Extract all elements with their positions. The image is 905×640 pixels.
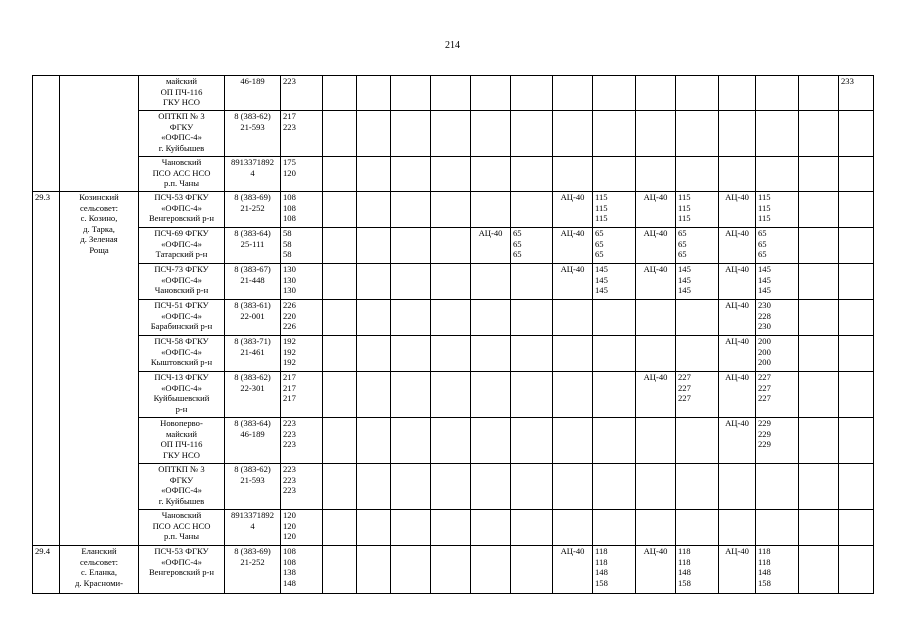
cell-c9 bbox=[636, 300, 676, 336]
cell-times: 130 130 130 bbox=[281, 264, 323, 300]
cell-c12: 227 227 227 bbox=[756, 372, 799, 418]
table-row bbox=[33, 372, 874, 418]
cell-c6 bbox=[511, 336, 553, 372]
cell-c12 bbox=[756, 464, 799, 510]
cell-c6 bbox=[511, 372, 553, 418]
cell-c8: 145 145 145 bbox=[593, 264, 636, 300]
cell-c7 bbox=[553, 464, 593, 510]
cell-c9: АЦ-40 bbox=[636, 264, 676, 300]
cell-c5 bbox=[471, 372, 511, 418]
cell-times: 217 223 bbox=[281, 111, 323, 157]
cell-times: 223 223 223 bbox=[281, 418, 323, 464]
cell-c9: АЦ-40 bbox=[636, 372, 676, 418]
cell-phone: 8 (383-69) 21-252 bbox=[225, 192, 281, 228]
cell-c12: 200 200 200 bbox=[756, 336, 799, 372]
cell-times: 223 bbox=[281, 76, 323, 111]
table-row bbox=[33, 336, 874, 372]
cell-c5: АЦ-40 bbox=[471, 228, 511, 264]
cell-id: 29.4 bbox=[33, 546, 60, 594]
cell-c7: АЦ-40 bbox=[553, 192, 593, 228]
cell-c14: 233 bbox=[839, 76, 874, 111]
cell-c11: АЦ-40 bbox=[719, 192, 756, 228]
cell-c5 bbox=[471, 111, 511, 157]
cell-c3 bbox=[391, 372, 431, 418]
cell-c12 bbox=[756, 510, 799, 546]
cell-c4 bbox=[431, 418, 471, 464]
table-row bbox=[33, 418, 874, 464]
cell-phone: 8 (383-67) 21-448 bbox=[225, 264, 281, 300]
cell-c5 bbox=[471, 336, 511, 372]
cell-c3 bbox=[391, 76, 431, 111]
table-row bbox=[33, 264, 874, 300]
cell-c8 bbox=[593, 464, 636, 510]
table-row bbox=[33, 111, 874, 157]
cell-c4 bbox=[431, 264, 471, 300]
cell-c5 bbox=[471, 192, 511, 228]
cell-c8 bbox=[593, 372, 636, 418]
cell-c12: 118 118 148 158 bbox=[756, 546, 799, 594]
cell-c12: 115 115 115 bbox=[756, 192, 799, 228]
cell-c11: АЦ-40 bbox=[719, 418, 756, 464]
cell-c1 bbox=[323, 157, 357, 192]
cell-c9: АЦ-40 bbox=[636, 192, 676, 228]
cell-c14 bbox=[839, 264, 874, 300]
cell-c13 bbox=[799, 228, 839, 264]
cell-c10 bbox=[676, 76, 719, 111]
cell-c9 bbox=[636, 510, 676, 546]
cell-c1 bbox=[323, 300, 357, 336]
cell-phone: 8 (383-62) 21-593 bbox=[225, 111, 281, 157]
cell-c14 bbox=[839, 464, 874, 510]
cell-c13 bbox=[799, 76, 839, 111]
cell-c12: 230 228 230 bbox=[756, 300, 799, 336]
cell-c2 bbox=[357, 157, 391, 192]
table-row bbox=[33, 157, 874, 192]
cell-times: 120 120 120 bbox=[281, 510, 323, 546]
cell-c8: 115 115 115 bbox=[593, 192, 636, 228]
cell-c14 bbox=[839, 418, 874, 464]
cell-c11: АЦ-40 bbox=[719, 336, 756, 372]
cell-c3 bbox=[391, 336, 431, 372]
cell-c6 bbox=[511, 418, 553, 464]
cell-c13 bbox=[799, 372, 839, 418]
cell-c7 bbox=[553, 300, 593, 336]
cell-c12: 65 65 65 bbox=[756, 228, 799, 264]
cell-phone: 46-189 bbox=[225, 76, 281, 111]
cell-c12 bbox=[756, 157, 799, 192]
cell-times: 217 217 217 bbox=[281, 372, 323, 418]
cell-phone: 8 (383-61) 22-001 bbox=[225, 300, 281, 336]
cell-c6 bbox=[511, 510, 553, 546]
cell-c14 bbox=[839, 336, 874, 372]
cell-c8 bbox=[593, 510, 636, 546]
cell-c8 bbox=[593, 418, 636, 464]
cell-c1 bbox=[323, 336, 357, 372]
cell-c6 bbox=[511, 546, 553, 594]
cell-c14 bbox=[839, 192, 874, 228]
cell-c9: АЦ-40 bbox=[636, 228, 676, 264]
cell-times: 108 108 108 bbox=[281, 192, 323, 228]
cell-c5 bbox=[471, 157, 511, 192]
cell-c10 bbox=[676, 336, 719, 372]
cell-c7 bbox=[553, 76, 593, 111]
cell-unit: ПСЧ-69 ФГКУ «ОФПС-4» Татарский р-н bbox=[139, 228, 225, 264]
cell-c10 bbox=[676, 464, 719, 510]
cell-times: 175 120 bbox=[281, 157, 323, 192]
cell-c14 bbox=[839, 111, 874, 157]
cell-c3 bbox=[391, 546, 431, 594]
cell-unit: ОПТКП № 3 ФГКУ «ОФПС-4» г. Куйбышев bbox=[139, 464, 225, 510]
cell-c8 bbox=[593, 157, 636, 192]
cell-c2 bbox=[357, 510, 391, 546]
cell-unit: Новоперво- майский ОП ПЧ-116 ГКУ НСО bbox=[139, 418, 225, 464]
cell-c12 bbox=[756, 111, 799, 157]
cell-c14 bbox=[839, 228, 874, 264]
cell-c11: АЦ-40 bbox=[719, 300, 756, 336]
cell-id bbox=[33, 76, 60, 192]
cell-c1 bbox=[323, 192, 357, 228]
cell-c2 bbox=[357, 464, 391, 510]
cell-c7 bbox=[553, 510, 593, 546]
cell-c12: 229 229 229 bbox=[756, 418, 799, 464]
cell-c5 bbox=[471, 300, 511, 336]
cell-c9: АЦ-40 bbox=[636, 546, 676, 594]
cell-phone: 8 (383-64) 46-189 bbox=[225, 418, 281, 464]
cell-c3 bbox=[391, 510, 431, 546]
table-row bbox=[33, 300, 874, 336]
cell-c4 bbox=[431, 336, 471, 372]
cell-c14 bbox=[839, 157, 874, 192]
cell-c13 bbox=[799, 192, 839, 228]
cell-c5 bbox=[471, 76, 511, 111]
cell-c1 bbox=[323, 76, 357, 111]
cell-c5 bbox=[471, 264, 511, 300]
cell-c11: АЦ-40 bbox=[719, 546, 756, 594]
table-row bbox=[33, 510, 874, 546]
cell-phone: 8913371892 4 bbox=[225, 157, 281, 192]
cell-c6: 65 65 65 bbox=[511, 228, 553, 264]
cell-c2 bbox=[357, 264, 391, 300]
cell-c13 bbox=[799, 300, 839, 336]
cell-c3 bbox=[391, 418, 431, 464]
cell-c13 bbox=[799, 418, 839, 464]
cell-phone: 8913371892 4 bbox=[225, 510, 281, 546]
table-row bbox=[33, 228, 874, 264]
cell-phone: 8 (383-62) 22-301 bbox=[225, 372, 281, 418]
cell-c6 bbox=[511, 157, 553, 192]
cell-c12: 145 145 145 bbox=[756, 264, 799, 300]
cell-c4 bbox=[431, 510, 471, 546]
cell-c8 bbox=[593, 336, 636, 372]
cell-unit: майский ОП ПЧ-116 ГКУ НСО bbox=[139, 76, 225, 111]
cell-c10 bbox=[676, 510, 719, 546]
cell-unit: ПСЧ-51 ФГКУ «ОФПС-4» Барабинский р-н bbox=[139, 300, 225, 336]
cell-c3 bbox=[391, 228, 431, 264]
cell-c4 bbox=[431, 111, 471, 157]
cell-c11: АЦ-40 bbox=[719, 228, 756, 264]
cell-c3 bbox=[391, 157, 431, 192]
cell-settlement: Козинский сельсовет: с. Козино, д. Тарка, д. Зеленая Роща bbox=[60, 192, 139, 546]
cell-unit: ОПТКП № 3 ФГКУ «ОФПС-4» г. Куйбышев bbox=[139, 111, 225, 157]
cell-phone: 8 (383-64) 25-111 bbox=[225, 228, 281, 264]
cell-c8: 65 65 65 bbox=[593, 228, 636, 264]
cell-c3 bbox=[391, 111, 431, 157]
cell-c8 bbox=[593, 111, 636, 157]
cell-c4 bbox=[431, 76, 471, 111]
table-row bbox=[33, 546, 874, 594]
cell-c2 bbox=[357, 76, 391, 111]
cell-c7 bbox=[553, 336, 593, 372]
cell-c2 bbox=[357, 228, 391, 264]
cell-c13 bbox=[799, 111, 839, 157]
cell-c10 bbox=[676, 111, 719, 157]
cell-c9 bbox=[636, 336, 676, 372]
cell-c3 bbox=[391, 300, 431, 336]
cell-c8 bbox=[593, 76, 636, 111]
cell-c3 bbox=[391, 192, 431, 228]
cell-c6 bbox=[511, 76, 553, 111]
cell-c11 bbox=[719, 510, 756, 546]
cell-c9 bbox=[636, 76, 676, 111]
cell-c3 bbox=[391, 264, 431, 300]
cell-phone: 8 (383-71) 21-461 bbox=[225, 336, 281, 372]
cell-c13 bbox=[799, 510, 839, 546]
cell-c4 bbox=[431, 300, 471, 336]
cell-times: 226 220 226 bbox=[281, 300, 323, 336]
cell-unit: Чановский ПСО АСС НСО р.п. Чаны bbox=[139, 510, 225, 546]
cell-c11 bbox=[719, 157, 756, 192]
cell-c5 bbox=[471, 464, 511, 510]
cell-c4 bbox=[431, 192, 471, 228]
cell-c2 bbox=[357, 372, 391, 418]
cell-unit: ПСЧ-13 ФГКУ «ОФПС-4» Куйбышевский р-н bbox=[139, 372, 225, 418]
cell-c7: АЦ-40 bbox=[553, 546, 593, 594]
cell-c4 bbox=[431, 464, 471, 510]
cell-c9 bbox=[636, 111, 676, 157]
cell-c8: 118 118 148 158 bbox=[593, 546, 636, 594]
cell-c11: АЦ-40 bbox=[719, 264, 756, 300]
cell-unit: Чановский ПСО АСС НСО р.п. Чаны bbox=[139, 157, 225, 192]
cell-c14 bbox=[839, 510, 874, 546]
cell-settlement bbox=[60, 76, 139, 192]
cell-c9 bbox=[636, 464, 676, 510]
cell-c3 bbox=[391, 464, 431, 510]
cell-unit: ПСЧ-58 ФГКУ «ОФПС-4» Кыштовский р-н bbox=[139, 336, 225, 372]
cell-c10 bbox=[676, 418, 719, 464]
cell-c1 bbox=[323, 264, 357, 300]
cell-c6 bbox=[511, 264, 553, 300]
cell-c1 bbox=[323, 546, 357, 594]
cell-c8 bbox=[593, 300, 636, 336]
cell-c1 bbox=[323, 510, 357, 546]
cell-c9 bbox=[636, 418, 676, 464]
cell-c13 bbox=[799, 157, 839, 192]
cell-c2 bbox=[357, 418, 391, 464]
cell-c6 bbox=[511, 111, 553, 157]
table-row bbox=[33, 464, 874, 510]
cell-c7 bbox=[553, 157, 593, 192]
cell-c4 bbox=[431, 228, 471, 264]
table-body bbox=[33, 76, 874, 594]
cell-c10 bbox=[676, 300, 719, 336]
cell-c4 bbox=[431, 546, 471, 594]
cell-c10: 65 65 65 bbox=[676, 228, 719, 264]
cell-c7 bbox=[553, 111, 593, 157]
cell-c5 bbox=[471, 510, 511, 546]
table-row bbox=[33, 76, 874, 111]
cell-c6 bbox=[511, 464, 553, 510]
cell-c5 bbox=[471, 546, 511, 594]
cell-c7 bbox=[553, 418, 593, 464]
cell-c10: 115 115 115 bbox=[676, 192, 719, 228]
cell-c5 bbox=[471, 418, 511, 464]
cell-id: 29.3 bbox=[33, 192, 60, 546]
cell-times: 58 58 58 bbox=[281, 228, 323, 264]
cell-c2 bbox=[357, 111, 391, 157]
cell-c11: АЦ-40 bbox=[719, 372, 756, 418]
fire-units-table bbox=[32, 75, 874, 594]
cell-c13 bbox=[799, 464, 839, 510]
cell-c11 bbox=[719, 76, 756, 111]
cell-c6 bbox=[511, 192, 553, 228]
cell-c10: 118 118 148 158 bbox=[676, 546, 719, 594]
cell-phone: 8 (383-69) 21-252 bbox=[225, 546, 281, 594]
cell-c10: 145 145 145 bbox=[676, 264, 719, 300]
cell-unit: ПСЧ-53 ФГКУ «ОФПС-4» Венгеровский р-н bbox=[139, 192, 225, 228]
cell-c10 bbox=[676, 157, 719, 192]
cell-c14 bbox=[839, 300, 874, 336]
cell-c7: АЦ-40 bbox=[553, 264, 593, 300]
cell-c9 bbox=[636, 157, 676, 192]
cell-c4 bbox=[431, 157, 471, 192]
cell-c2 bbox=[357, 300, 391, 336]
cell-c14 bbox=[839, 372, 874, 418]
page-number: 214 bbox=[445, 40, 460, 51]
table-row bbox=[33, 192, 874, 228]
cell-times: 108 108 138 148 bbox=[281, 546, 323, 594]
cell-c1 bbox=[323, 372, 357, 418]
cell-c11 bbox=[719, 464, 756, 510]
cell-c2 bbox=[357, 546, 391, 594]
cell-unit: ПСЧ-73 ФГКУ «ОФПС-4» Чановский р-н bbox=[139, 264, 225, 300]
cell-times: 192 192 192 bbox=[281, 336, 323, 372]
cell-c7 bbox=[553, 372, 593, 418]
cell-c12 bbox=[756, 76, 799, 111]
cell-c13 bbox=[799, 264, 839, 300]
cell-c1 bbox=[323, 464, 357, 510]
cell-c14 bbox=[839, 546, 874, 594]
cell-phone: 8 (383-62) 21-593 bbox=[225, 464, 281, 510]
cell-settlement: Еланский сельсовет: с. Еланка, д. Красноми- bbox=[60, 546, 139, 594]
cell-c2 bbox=[357, 192, 391, 228]
cell-c7: АЦ-40 bbox=[553, 228, 593, 264]
cell-times: 223 223 223 bbox=[281, 464, 323, 510]
cell-c1 bbox=[323, 418, 357, 464]
cell-c1 bbox=[323, 111, 357, 157]
cell-c4 bbox=[431, 372, 471, 418]
cell-c13 bbox=[799, 336, 839, 372]
cell-c2 bbox=[357, 336, 391, 372]
cell-c6 bbox=[511, 300, 553, 336]
cell-c13 bbox=[799, 546, 839, 594]
cell-c10: 227 227 227 bbox=[676, 372, 719, 418]
cell-c1 bbox=[323, 228, 357, 264]
cell-unit: ПСЧ-53 ФГКУ «ОФПС-4» Венгеровский р-н bbox=[139, 546, 225, 594]
cell-c11 bbox=[719, 111, 756, 157]
